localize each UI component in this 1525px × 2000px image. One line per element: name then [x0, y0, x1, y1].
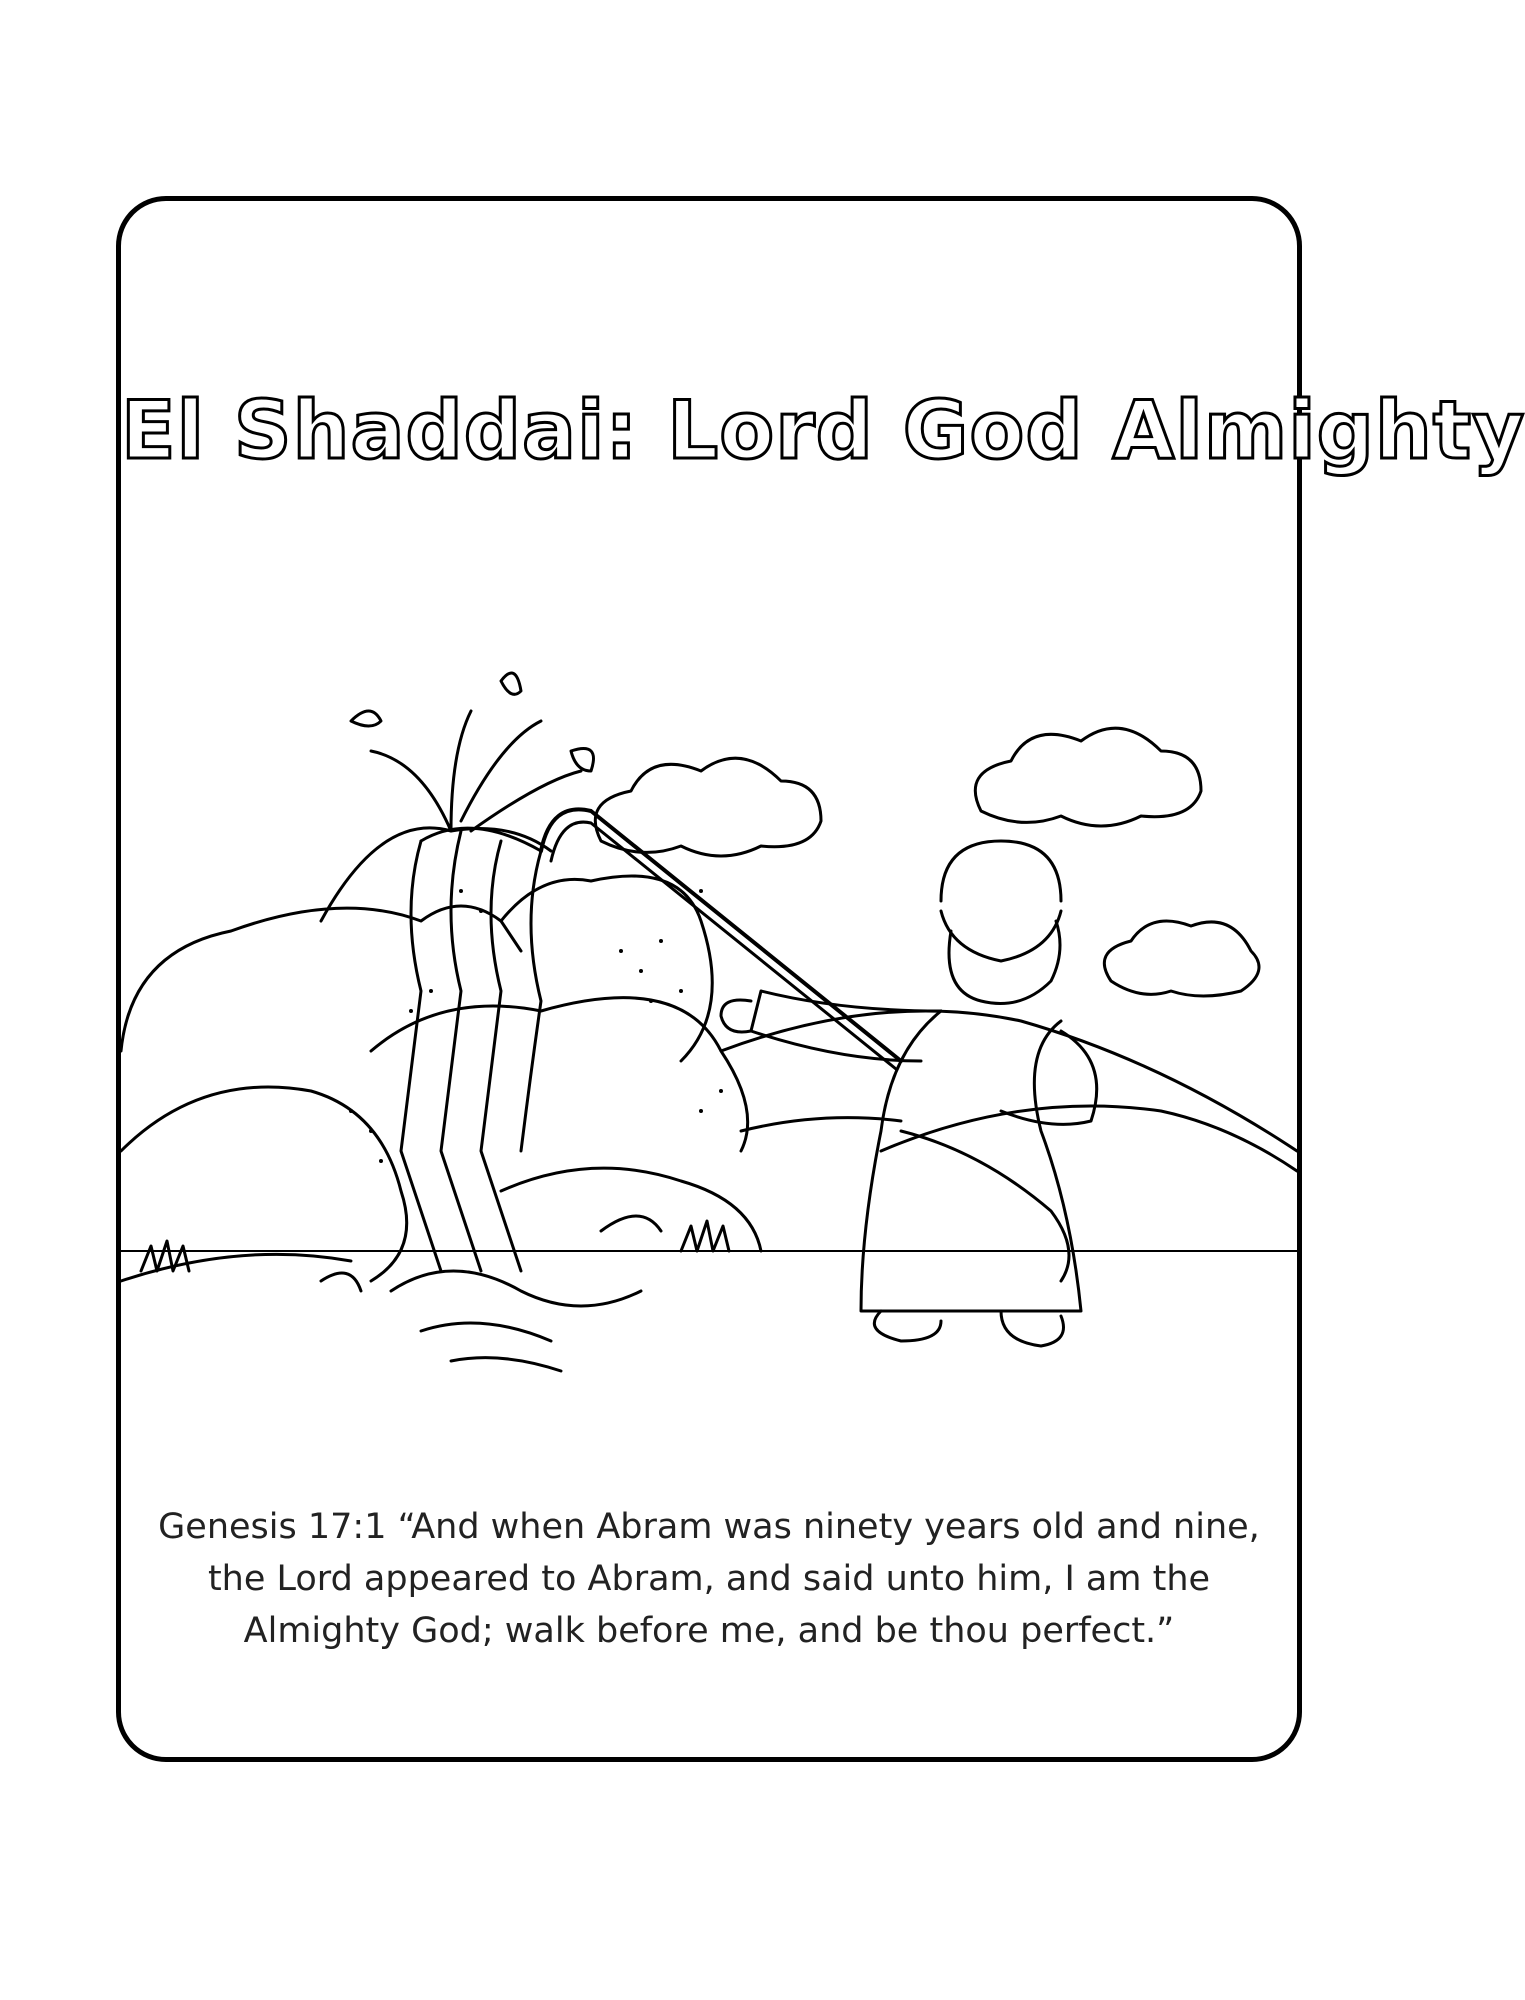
page-title: El Shaddai: Lord God Almighty: [121, 384, 1525, 477]
verse-line: Almighty God; walk before me, and be thou perfect.”: [243, 1611, 1175, 1651]
bible-verse: [121, 1501, 1297, 1657]
rock-icon: [121, 828, 761, 1281]
waterfall-icon: [401, 828, 541, 1271]
verse-line: the Lord appeared to Abram, and said unto him, I am the: [207, 1559, 1211, 1599]
grass-icon: [141, 1221, 729, 1271]
hills-icon: [121, 1011, 1297, 1251]
man-with-staff-striking-rock-icon: [541, 809, 1097, 1346]
water-splash-icon: [321, 673, 661, 1371]
coloring-page-frame: [116, 196, 1525, 1762]
verse-line: Genesis 17:1 “And when Abram was ninety years old and nine,: [158, 1507, 1260, 1547]
illustration: [121, 591, 1297, 1391]
